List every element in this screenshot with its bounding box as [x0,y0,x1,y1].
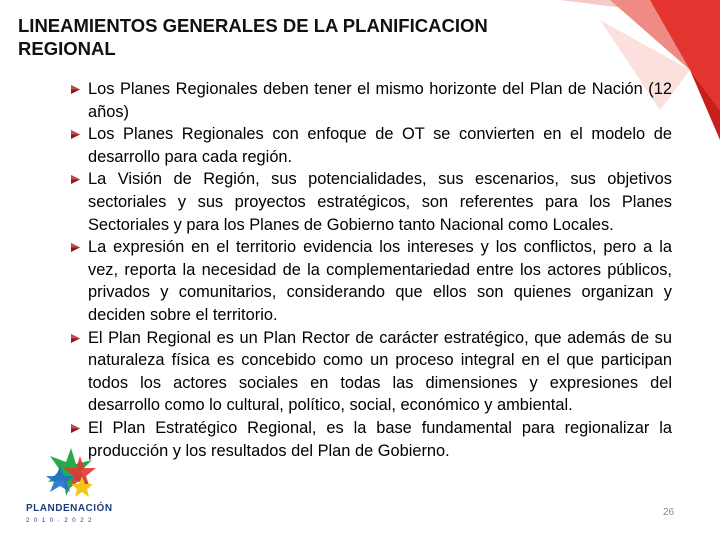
star-logo-icon [40,446,102,504]
page-number: 26 [663,507,675,518]
bullet-text: La expresión en el territorio evidencia los intereses y los conflictos, pero a la vez, reporta la necesidad de la complementariedad entre los actores públicos, privados y comunitarios, considerando que ellos son quienes organizan y deciden sobre el territorio. [88,238,672,324]
bullet-text: Los Planes Regionales deben tener el mismo horizonte del Plan de Nación (12 años) [88,80,672,121]
bullet-text: La Visión de Región, sus potencialidades, sus escenarios, sus objetivos sectoriales y sus proyectos estratégicos, son referentes para los Planes Sectoriales y para los Planes de Gobierno tanto Nacional como Locales. [88,170,672,234]
list-item [70,417,672,462]
list-item [70,123,672,168]
arrow-bullet-icon [70,333,81,344]
bullet-text: El Plan Regional es un Plan Rector de carácter estratégico, que además de su naturaleza física es concebido como un proceso integral en el que participan todos los actores sociales en todas las dimensiones y expresiones del desarrollo como lo cultural, político, social, económico y ambiental. [88,328,672,415]
list-item [70,327,672,417]
list-item [70,78,672,123]
arrow-bullet-icon [70,242,81,253]
arrow-bullet-icon [70,174,81,185]
list-item [70,236,672,326]
arrow-bullet-icon [70,84,81,95]
bullet-list [70,78,672,462]
bullet-text: El Plan Estratégico Regional, es la base fundamental para regionalizar la producción y los resultados del Plan de Gobierno. [88,418,672,460]
logo-years: 2010·2022 [26,518,97,524]
slide-title: LINEAMIENTOS GENERALES DE LA PLANIFICACION REGIONAL [18,15,488,59]
arrow-bullet-icon [70,423,81,434]
bullet-text: Los Planes Regionales con enfoque de OT se convierten en el modelo de desarrollo para cada región. [88,125,672,166]
list-item [70,168,672,236]
arrow-bullet-icon [70,129,81,140]
logo-name: PLANDENACIÓN [26,503,113,514]
